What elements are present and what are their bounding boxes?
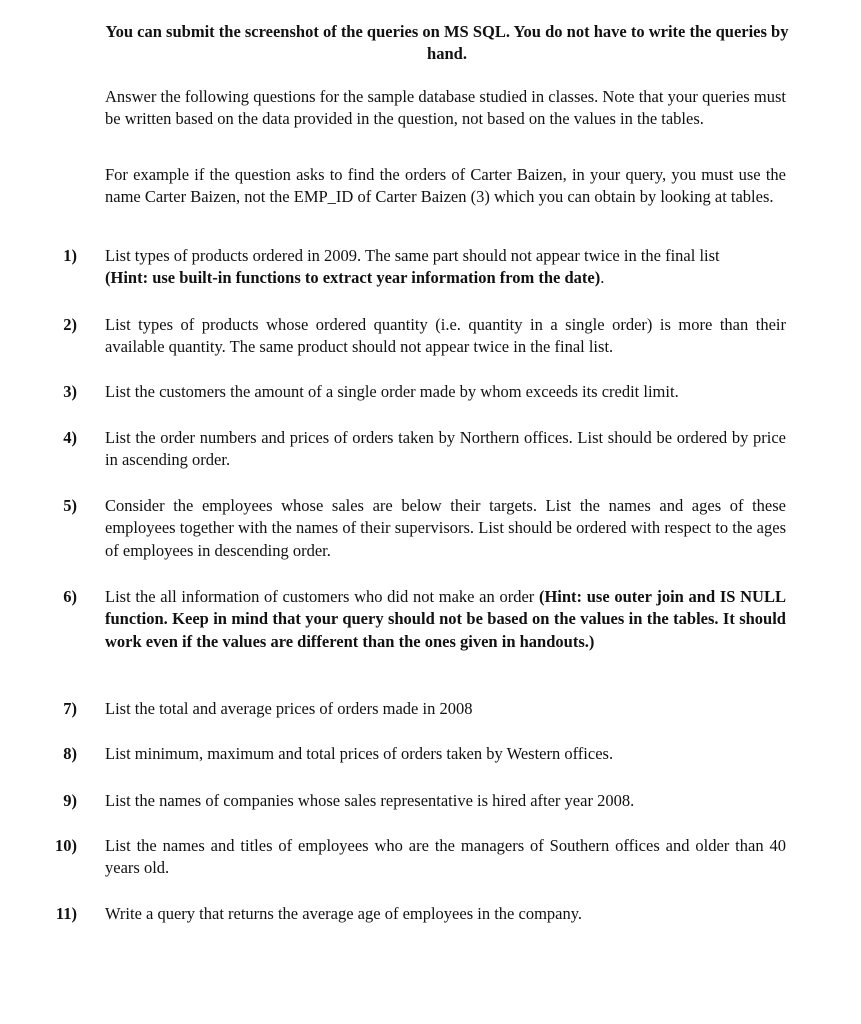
intro-paragraph: Answer the following questions for the sample database studied in classes. Note that your queries must be written based on the data provided in the question, not based on the values in the tables. [105, 87, 786, 129]
question-number: 8) [63, 744, 77, 763]
example-paragraph: For example if the question asks to find the orders of Carter Baizen, in your query, you must use the name Carter Baizen, not the EMP_ID of Carter Baizen (3) which you can obtain by looking at tables. [105, 165, 786, 207]
question-number: 10) [55, 836, 77, 855]
submission-instruction-heading: You can submit the screenshot of the queries on MS SQL. You do not have to write the queries by hand. [105, 22, 789, 63]
question-text [105, 245, 786, 290]
question-text: List types of products whose ordered quantity (i.e. quantity in a single order) is more than their available quantity. The same product should not appear twice in the final list. [105, 315, 786, 357]
question-text: List the names of companies whose sales representative is hired after year 2008. [105, 791, 635, 810]
question-body: List types of products ordered in 2009. The same part should not appear twice in the final list [105, 246, 720, 265]
question-number: 3) [63, 382, 77, 401]
question-text: Write a query that returns the average age of employees in the company. [105, 904, 583, 923]
question-number: 1) [63, 246, 77, 265]
question-hint: (Hint: use outer join and IS NULL function. Keep in mind that your query should not be based on the values in the tables. It should work even if the values are different than the ones given in handouts.) [105, 587, 786, 651]
question-number: 2) [63, 315, 77, 334]
question-tail: . [600, 268, 605, 288]
question-number: 9) [63, 791, 77, 810]
question-body: List the all information of customers who did not make an order [105, 587, 535, 606]
question-text: List minimum, maximum and total prices of orders taken by Western offices. [105, 744, 614, 763]
question-text: Consider the employees whose sales are below their targets. List the names and ages of these employees together with the names of their supervisors. List should be ordered with respect to the ages of employees in descending order. [105, 496, 786, 560]
question-text: List the customers the amount of a single order made by whom exceeds its credit limit. [105, 382, 679, 401]
question-number: 11) [55, 904, 77, 923]
question-hint: (Hint: use built-in functions to extract year information from the date) [105, 268, 601, 288]
question-number: 5) [63, 496, 77, 515]
question-number: 6) [63, 587, 77, 606]
question-text [105, 586, 786, 653]
question-text: List the names and titles of employees who are the managers of Southern offices and older than 40 years old. [105, 836, 786, 878]
question-text: List the total and average prices of orders made in 2008 [105, 699, 473, 718]
question-number: 7) [63, 699, 77, 718]
question-number: 4) [63, 428, 77, 447]
question-text: List the order numbers and prices of orders taken by Northern offices. List should be ordered by price in ascending order. [105, 428, 786, 470]
